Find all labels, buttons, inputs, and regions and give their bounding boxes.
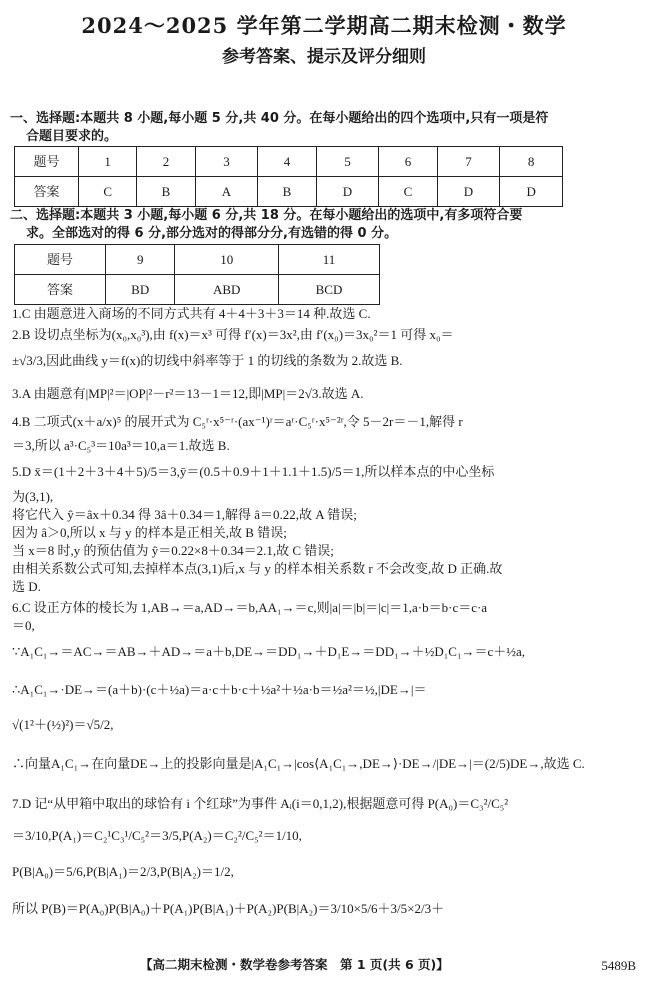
solution-line: 由相关系数公式可知,去掉样本点(3,1)后,x 与 y 的样本相关系数 r 不会改变,故 D 正确.故	[12, 561, 503, 576]
table-cell: 1	[79, 147, 137, 177]
solution-line: ±√3/3,因此曲线 y＝f(x)的切线中斜率等于 1 的切线的条数为 2.故选 B.	[12, 353, 403, 368]
solution-line: 4.B 二项式(x＋a/x)⁵ 的展开式为 C₅ʳ·x⁵⁻ʳ·(ax⁻¹)ʳ＝aʳ·C₅ʳ·x⁵⁻²ʳ,令 5－2r＝－1,解得 r	[12, 414, 463, 429]
table-cell: 4	[258, 147, 316, 177]
table-cell: 11	[279, 245, 380, 275]
table-cell: 3	[195, 147, 258, 177]
section1-heading-line1: 一、选择题:本题共 8 小题,每小题 5 分,共 40 分。在每小题给出的四个选项中,只有一项是符	[10, 111, 549, 126]
solution-line: 2.B 设切点坐标为(x₀,x₀³),由 f(x)＝x³ 可得 f′(x)＝3x²,由 f′(x₀)＝3x₀²＝1 可得 x₀＝	[12, 327, 454, 342]
footer-label: 【高二期末检测・数学卷参考答案 第 1 页(共 6 页)】	[140, 957, 449, 972]
section2-heading	[10, 207, 638, 243]
table-cell: C	[379, 177, 437, 207]
table-cell: D	[437, 177, 500, 207]
solution-line: 1.C 由题意进入商场的不同方式共有 4＋4＋3＋3＝14 种.故选 C.	[12, 306, 371, 321]
section1-heading-line2: 合题目要求的。	[26, 129, 118, 144]
solution-line: 因为 â＞0,所以 x 与 y 的样本是正相关,故 B 错误;	[12, 525, 287, 540]
solution-line: √(1²＋(½)²)＝√5/2,	[12, 717, 114, 732]
table-cell: BD	[106, 275, 175, 305]
section1-answer-table	[14, 146, 563, 207]
table-cell: 6	[379, 147, 437, 177]
table-cell: BCD	[279, 275, 380, 305]
page-footer	[0, 956, 648, 978]
table-cell: 5	[316, 147, 379, 177]
table-cell: 7	[437, 147, 500, 177]
section1-heading	[10, 110, 638, 146]
solution-line: 选 D.	[12, 579, 41, 594]
solution-line: ∵A₁C₁→＝AC→＝AB→＋AD→＝a＋b,DE→＝DD₁→＋D₁E→＝DD₁→＋½D₁C₁→＝c＋½a,	[12, 644, 526, 659]
page-title: 2024～2025 学年第二学期高二期末检测・数学	[81, 13, 567, 38]
table-cell: 2	[137, 147, 195, 177]
table-cell: B	[137, 177, 195, 207]
solution-line: 6.C 设正方体的棱长为 1,AB→＝a,AD→＝b,AA₁→＝c,则|a|＝|b|＝|c|＝1,a·b＝b·c＝c·a	[12, 600, 488, 615]
table-cell: 8	[500, 147, 563, 177]
solution-line: ＝0,	[12, 618, 35, 633]
table-header-cell: 答案	[15, 275, 106, 305]
solution-line: 所以 P(B)＝P(A₀)P(B|A₀)＋P(A₁)P(B|A₁)＋P(A₂)P(B|A₂)＝3/10×5/6＋3/5×2/3＋	[12, 901, 445, 916]
solution-line: 将它代入 ŷ＝âx＋0.34 得 3â＋0.34＝1,解得 â＝0.22,故 A 错误;	[12, 507, 357, 522]
solution-line: 5.D x̄＝(1＋2＋3＋4＋5)/5＝3,ȳ＝(0.5＋0.9＋1＋1.1＋1.5)/5＝1,所以样本点的中心坐标	[12, 464, 495, 479]
table-cell: B	[258, 177, 316, 207]
table-row	[15, 147, 563, 177]
table-row	[15, 275, 380, 305]
solution-line: 当 x＝8 时,y 的预估值为 ŷ＝0.22×8＋0.34＝2.1,故 C 错误;	[12, 543, 334, 558]
table-row	[15, 177, 563, 207]
table-cell: D	[316, 177, 379, 207]
solution-line: 为(3,1),	[12, 489, 54, 504]
table-cell: ABD	[175, 275, 279, 305]
solution-line: P(B|A₀)＝5/6,P(B|A₁)＝2/3,P(B|A₂)＝1/2,	[12, 864, 234, 879]
table-header-cell: 题号	[15, 147, 79, 177]
table-cell: 10	[175, 245, 279, 275]
table-cell: A	[195, 177, 258, 207]
table-cell: D	[500, 177, 563, 207]
solution-line: 3.A 由题意有|MP|²＝|OP|²－r²＝13－1＝12,即|MP|＝2√3.故选 A.	[12, 386, 364, 401]
solution-line: ＝3,所以 a³·C₅³＝10a³＝10,a＝1.故选 B.	[12, 438, 230, 453]
page-subtitle: 参考答案、提示及评分细则	[222, 47, 426, 67]
solution-line: 7.D 记“从甲箱中取出的球恰有 i 个红球”为事件 Aᵢ(i＝0,1,2),根据题意可得 P(A₀)＝C₃²/C₅²	[12, 796, 509, 811]
section2-heading-line1: 二、选择题:本题共 3 小题,每小题 6 分,共 18 分。在每小题给出的选项中,有多项符合要	[10, 208, 523, 223]
solution-line: ∴A₁C₁→·DE→＝(a＋b)·(c＋½a)＝a·c＋b·c＋½a²＋½a·b＝½a²＝½,|DE→|＝	[12, 682, 427, 697]
table-header-cell: 题号	[15, 245, 106, 275]
solution-line: ＝3/10,P(A₁)＝C₂¹C₃¹/C₅²＝3/5,P(A₂)＝C₂²/C₅²＝1/10,	[12, 828, 302, 843]
section2-heading-line2: 求。全部选对的得 6 分,部分选对的得部分分,有选错的得 0 分。	[26, 226, 398, 241]
table-row	[15, 245, 380, 275]
footer-code: 5489B	[601, 958, 636, 973]
section2-answer-table	[14, 244, 380, 305]
table-header-cell: 答案	[15, 177, 79, 207]
solution-line: ∴向量A₁C₁→在向量DE→上的投影向量是|A₁C₁→|cos⟨A₁C₁→,DE→⟩·DE→/|DE→|＝(2/5)DE→,故选 C.	[12, 756, 585, 771]
table-cell: 9	[106, 245, 175, 275]
table-cell: C	[79, 177, 137, 207]
